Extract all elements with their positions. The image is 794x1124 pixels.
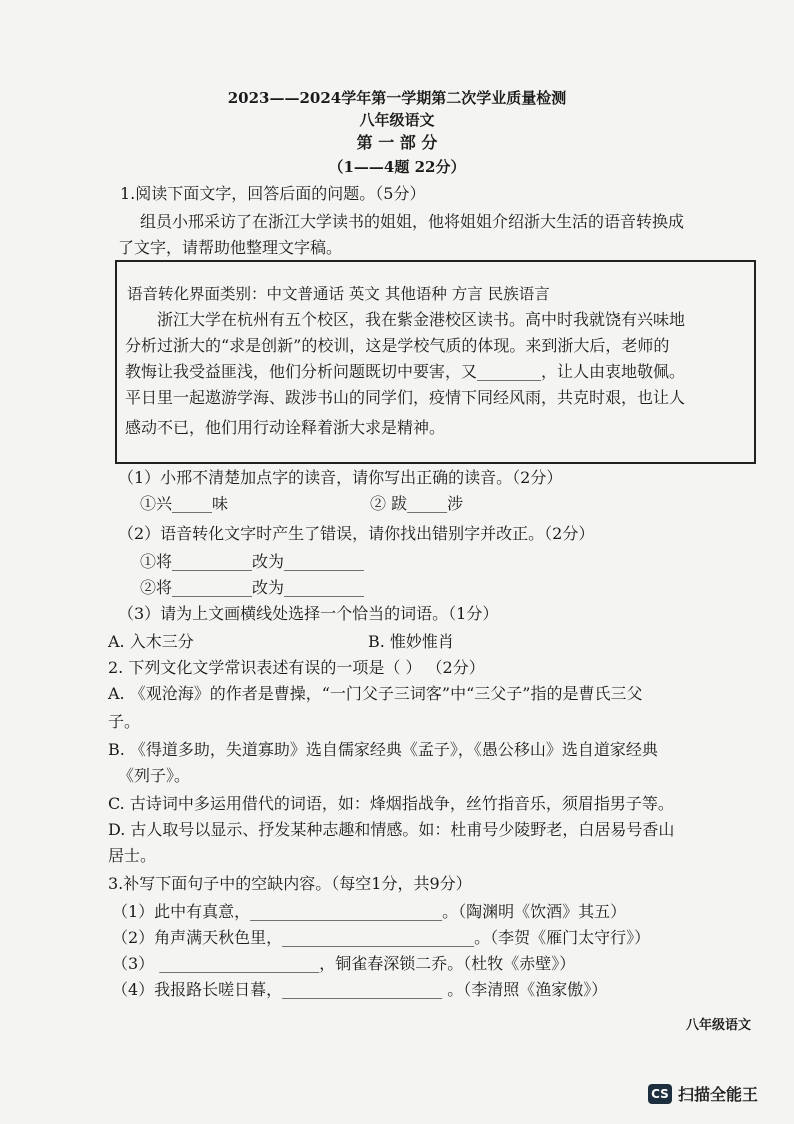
camscanner-logo-icon: CS <box>648 1084 672 1104</box>
part-title: 第 一 部 分 <box>356 133 438 152</box>
scanner-watermark <box>648 1082 758 1105</box>
camscanner-brand-text: 扫描全能王 <box>678 1085 759 1104</box>
q1-sub2-prompt: （2）语音转化文字时产生了错误，请你找出错别字并改正。（2分） <box>118 524 595 543</box>
q3-stem: 3.补写下面句子中的空缺内容。（每空1分，共9分） <box>108 874 472 893</box>
q2-option-d-line-1: D. 古人取号以显示、抒发某种志趣和情感。如：杜甫号少陵野老，白居易号香山 <box>108 820 675 839</box>
q1-sub2-item-b: ②将__________改为__________ <box>140 578 365 597</box>
q3-line-3: （3） ____________________，铜雀春深锁二乔。（杜牧《赤壁》） <box>112 954 576 973</box>
transcript-line-1: 浙江大学在杭州有五个校区，我在紫金港校区读书。高中时我就饶有兴味地 <box>157 310 686 329</box>
q1-intro-line-1: 组员小邢采访了在浙江大学读书的姐姐，他将姐姐介绍浙大生活的语音转换成 <box>140 212 685 231</box>
q3-line-1: （1）此中有真意，________________________。（陶渊明《饮酒》其五） <box>112 902 627 921</box>
transcript-line-5: 感动不已，他们用行动诠释着浙大求是精神。 <box>125 418 446 437</box>
q1-sub1-item-b: ② 跋_____涉 <box>370 494 464 513</box>
q1-sub3-option-b: B. 惟妙惟肖 <box>368 632 454 651</box>
q2-option-a-line-2: 子。 <box>108 712 141 731</box>
q2-option-b-line-1: B. 《得道多助，失道寡助》选自儒家经典《孟子》，《愚公移山》选自道家经典 <box>108 740 658 759</box>
page-footer-label: 八年级语文 <box>686 1018 752 1033</box>
q2-option-c: C. 古诗词中多运用借代的词语，如：烽烟指战争，丝竹指音乐，须眉指男子等。 <box>108 794 674 813</box>
q2-option-b-line-2: 《列子》。 <box>118 766 191 785</box>
exam-title: 2023——2024学年第一学期第二次学业质量检测 <box>227 89 567 107</box>
q1-sub1-prompt: （1）小邢不清楚加点字的读音，请你写出正确的读音。（2分） <box>118 468 563 487</box>
q1-sub3-prompt: （3）请为上文画横线处选择一个恰当的词语。（1分） <box>118 604 499 623</box>
part-range: （1——4题 22分） <box>328 158 466 176</box>
q3-line-4: （4）我报路长嗟日暮，____________________ 。（李清照《渔家傲》） <box>112 980 608 999</box>
transcript-line-4: 平日里一起遨游学海、跋涉书山的同学们，疫情下同经风雨，共克时艰，也让人 <box>125 388 686 407</box>
q1-stem: 1.阅读下面文字，回答后面的问题。（5分） <box>120 184 426 203</box>
q2-option-a-line-1: A. 《观沧海》的作者是曹操，“一门父子三词客”中“三父子”指的是曹氏三父 <box>108 684 643 703</box>
q2-stem: 2. 下列文化文学常识表述有误的一项是（ ） （2分） <box>108 658 485 677</box>
q1-sub3-option-a: A. 入木三分 <box>108 632 194 651</box>
transcript-line-2: 分析过浙大的“求是创新”的校训，这是学校气质的体现。来到浙大后，老师的 <box>125 336 670 355</box>
transcript-box <box>115 260 756 464</box>
q1-sub2-item-a: ①将__________改为__________ <box>140 552 365 571</box>
grade-subject: 八年级语文 <box>359 111 435 129</box>
q1-sub1-item-a: ①兴_____味 <box>140 494 229 513</box>
transcript-categories: 语音转化界面类别：中文普通话 英文 其他语种 方言 民族语言 <box>127 285 550 303</box>
q2-option-d-line-2: 居士。 <box>108 846 157 865</box>
q3-line-2: （2）角声满天秋色里，________________________。（李贺《雁门太守行》） <box>112 928 651 947</box>
q1-intro-line-2: 了文字，请帮助他整理文字稿。 <box>118 238 343 257</box>
transcript-line-3: 教悔让我受益匪浅，他们分析问题既切中要害，又________，让人由衷地敬佩。 <box>125 362 686 381</box>
